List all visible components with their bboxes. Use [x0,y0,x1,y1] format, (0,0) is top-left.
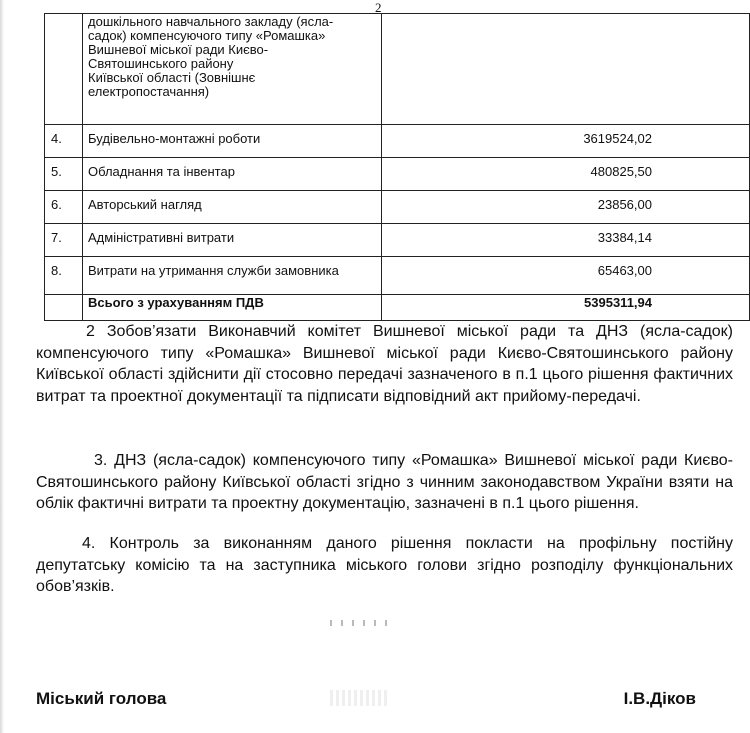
total-label: Всього з урахуванням ПДВ [83,295,382,321]
table-row [45,257,750,295]
continued-line: Святошинського району [88,56,234,71]
row-amount: 480825,50 [590,164,652,179]
continued-line: дошкільного навчального закладу (ясла- [88,14,334,29]
signatory-name: І.В.Діков [623,689,696,708]
row-amount-cell [382,158,750,191]
page-number: 2 [375,0,382,15]
row-amount-cell [382,257,750,295]
table-row [45,125,750,158]
row-amount: 23856,00 [597,197,652,212]
table-row [45,224,750,257]
row-number: 6. [45,191,83,224]
row-description: Авторський нагляд [83,191,382,224]
row-description: Витрати на утримання служби замовника [83,257,382,295]
continued-line: Київської області (Зовнішнє [88,70,256,85]
row-description: Обладнання та інвентар [83,158,382,191]
table-row-continued [45,14,750,125]
table-cell-desc [83,14,382,125]
continued-line: Вишневої міської ради Києво- [88,42,269,57]
paragraph-4: 4. Контроль за виконанням даного рішення покласти на профільну постійну депутатську комісію та на заступника міського голови згідно розподілу функціональних обов’язків. [36,535,733,595]
row-description: Будівельно-монтажні роботи [83,125,382,158]
row-amount: 3619524,02 [583,131,652,146]
total-amount-cell [382,295,750,321]
row-amount: 65463,00 [597,263,652,278]
row-number: 7. [45,224,83,257]
total-amount: 5395311,94 [584,295,652,310]
total-num-cell [45,295,83,321]
row-amount-cell [382,224,750,257]
table-row [45,191,750,224]
row-amount: 33384,14 [597,230,652,245]
table-row [45,158,750,191]
cost-table [44,13,750,321]
row-number: 4. [45,125,83,158]
paragraph-2: 2 Зобов’язати Виконавчий комітет Вишневої міської ради та ДНЗ (ясла-садок) компенсуючого типу «Ромашка» Вишневої міської ради Києво-Святошинського району Київської області здійснити дії стосовно передачі зазначеного в п.1 цього рішення фактичних витрат та проектної документації та підписати відповідний акт прийому-передачі. [36,323,733,405]
signature-trace [330,690,390,706]
signatory-title: Міський голова [36,689,167,708]
continued-line: садок) компенсуючого типу «Ромашка» [88,28,326,43]
scan-speckles [330,620,390,626]
row-amount-cell [382,191,750,224]
table-total-row [45,295,750,321]
table-cell-amount [382,14,750,125]
row-number: 8. [45,257,83,295]
table-cell-num [45,14,83,125]
row-description: Адміністративні витрати [83,224,382,257]
continued-line: електропостачання) [88,84,210,99]
scan-edge-shadow [0,0,4,733]
paragraph-3: 3. ДНЗ (ясла-садок) компенсуючого типу «Ромашка» Вишневої міської ради Києво-Святошинського району Київської області згідно з чинним законодавством України взяти на облік фактичні витрати та проектну документацію, зазначені в п.1 цього рішення. [36,452,733,512]
row-number: 5. [45,158,83,191]
row-amount-cell [382,125,750,158]
